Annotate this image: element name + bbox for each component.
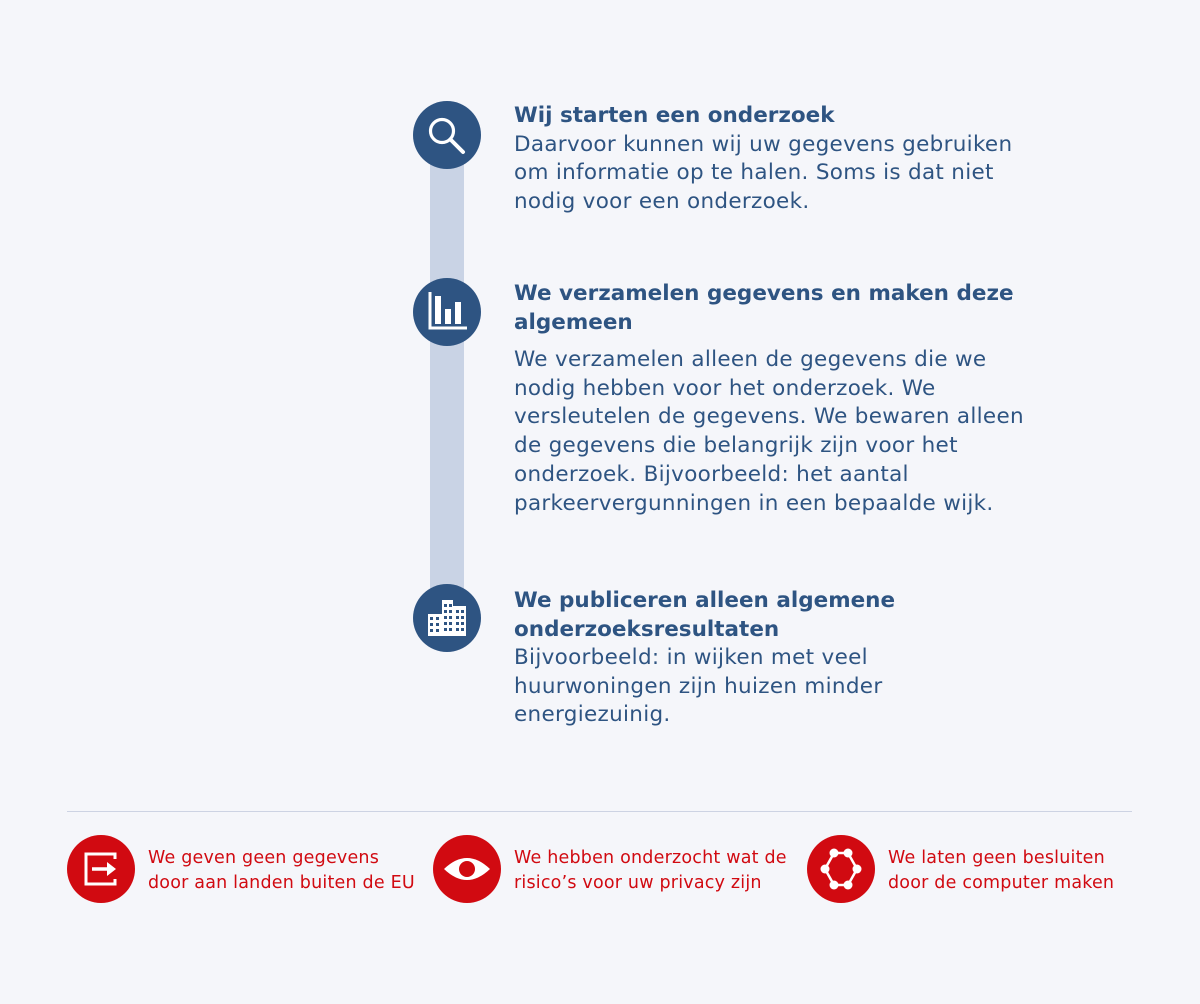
- assurance-line: door de computer maken: [888, 873, 1115, 893]
- assurance-line: We geven geen gegevens: [148, 848, 380, 868]
- assurance-privacy: [514, 846, 787, 896]
- assurance-line: We hebben onderzocht wat de: [514, 848, 787, 868]
- step-title: Wij starten een onderzoek: [514, 103, 835, 128]
- bar-chart-icon: [413, 278, 481, 346]
- step-body: Bijvoorbeeld: in wijken met veel huurwoningen zijn huizen minder energiezuinig.: [514, 645, 883, 728]
- assurance-line: We laten geen besluiten: [888, 848, 1105, 868]
- step-1: [514, 102, 1054, 217]
- export-icon: [67, 835, 135, 903]
- network-icon: [807, 835, 875, 903]
- eye-icon: [433, 835, 501, 903]
- step-2: [514, 280, 1054, 518]
- assurance-computer: [888, 846, 1114, 896]
- divider: [67, 811, 1132, 812]
- buildings-icon: [413, 584, 481, 652]
- timeline-rail: [430, 135, 464, 618]
- assurance-line: door aan landen buiten de EU: [148, 873, 415, 893]
- step-3: [514, 587, 1054, 730]
- step-title: We publiceren alleen algemene onderzoeksresultaten: [514, 588, 896, 642]
- step-title: We verzamelen gegevens en maken deze algemeen: [514, 281, 1014, 335]
- step-body: Daarvoor kunnen wij uw gegevens gebruiken om informatie op te halen. Soms is dat niet nodig voor een onderzoek.: [514, 131, 1013, 214]
- assurance-eu: [148, 846, 415, 896]
- step-body: We verzamelen alleen de gegevens die we nodig hebben voor het onderzoek. We versleutelen de gegevens. We bewaren alleen de gegevens die belangrijk zijn voor het onderzoek. Bijvoorbeeld: het aantal parkeervergunningen in een bepaalde wijk.: [514, 347, 1024, 516]
- search-icon: [413, 101, 481, 169]
- assurance-line: risico’s voor uw privacy zijn: [514, 873, 762, 893]
